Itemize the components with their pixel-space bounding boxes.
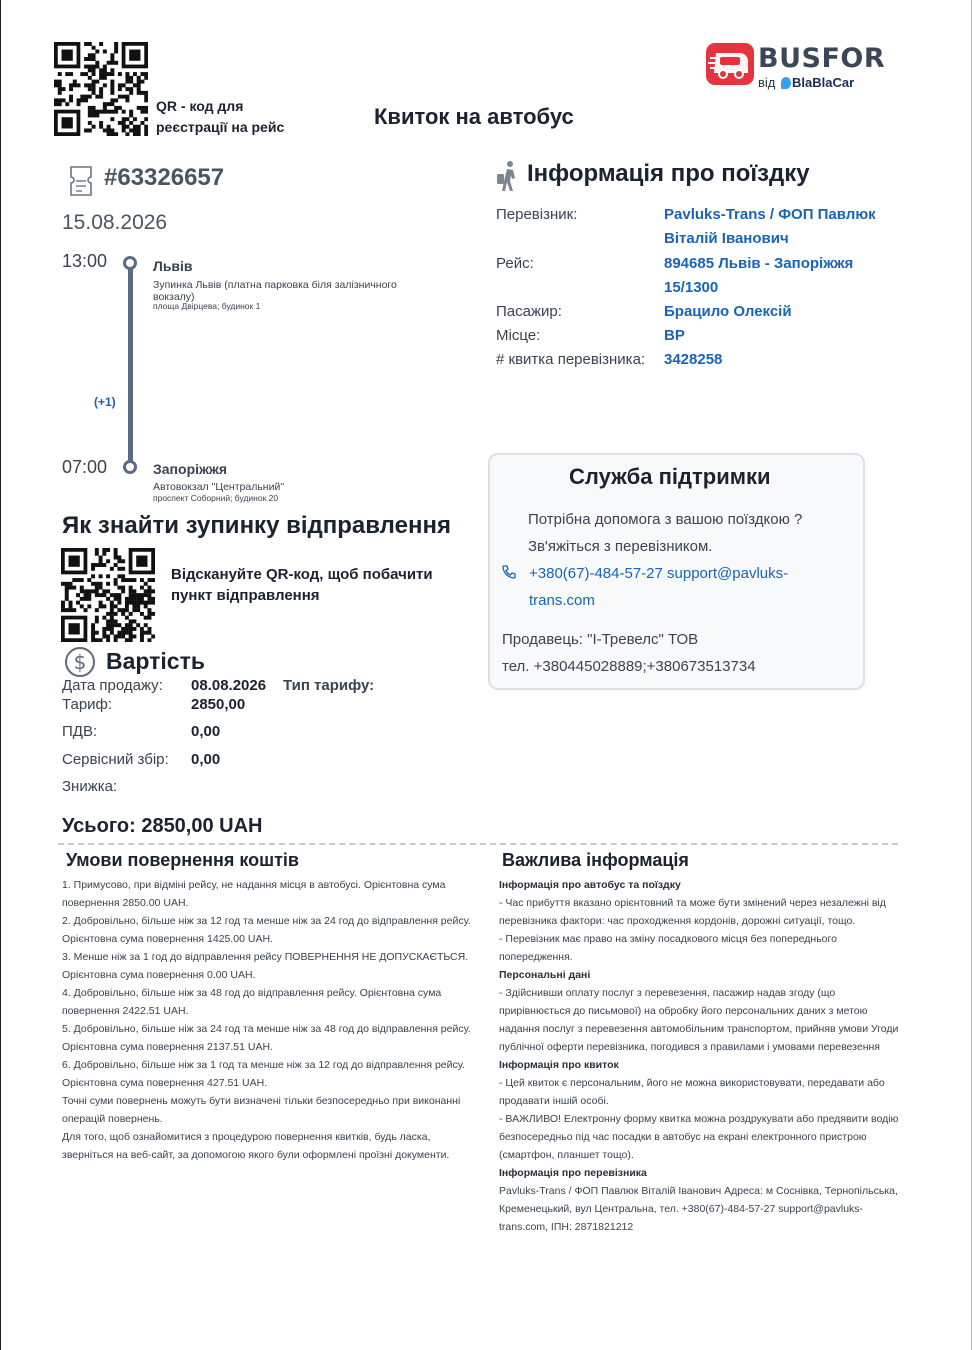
service-fee-value: 0,00 — [191, 751, 221, 768]
support-contact-link[interactable]: +380(67)-484-57-27 support@pavluks-trans.com — [529, 565, 789, 609]
tariff-type-label: Тип тарифу: — [283, 677, 375, 694]
trip-date: 15.08.2026 — [62, 211, 168, 234]
find-stop-title: Як знайти зупинку відправлення — [62, 512, 451, 539]
logo-wordmark: BUSFOR — [758, 43, 886, 74]
ticket-icon — [68, 166, 94, 196]
important-paragraph: - Здійснивши оплату послуг з перевезення, пасажир надав згоду (що прирівнюється до письмової) на обробку його персональних даних з метою надання послуг з перевезення автомобільним транспортом, прийняв умови Угоди публічної оферти перевізника, погодився з правилами і умовами перевезення — [499, 987, 899, 1053]
refund-line: 4. Добровільно, більше ніж за 48 год до відправлення рейсу. Орієнтовна сума повернення 2422.51 UAH. — [62, 987, 442, 1017]
refund-line: 5. Добровільно, більше ніж за 24 год та менше ніж за 48 год до відправлення рейсу. Орієнтовна сума повернення 2137.51 UAH. — [62, 1023, 471, 1053]
carrier-ticket-number-label: # квитка перевізника: — [496, 351, 646, 368]
service-fee-label: Сервісний збір: — [62, 751, 169, 768]
passenger-value: Брацило Олексій — [664, 303, 792, 320]
departure-city: Львів — [153, 258, 193, 274]
logo-sub-brand: BlaBlaCar — [792, 75, 855, 90]
ticket-number: #63326657 — [104, 164, 225, 191]
seat-value: ВР — [664, 327, 685, 344]
route-timeline — [128, 267, 133, 463]
logo-subtitle — [758, 75, 854, 90]
important-paragraph: - Час прибуття вказано орієнтовний та може бути змінений через незалежні від перевізника фактори: час проходження кордонів, дорожні ситуації, тощо. — [499, 897, 886, 927]
discount-label: Знижка: — [62, 778, 118, 795]
svg-text:$: $ — [73, 650, 87, 674]
arrival-stop: Автовокзал "Центральний" — [153, 481, 285, 493]
support-title: Служба підтримки — [569, 464, 771, 489]
important-heading: Інформація про квиток — [499, 1059, 619, 1071]
important-paragraph: Pavluks-Trans / ФОП Павлюк Віталій Іванович Адреса: м Соснівка, Тернопільська, Кременецький, вул Центральна, тел. +380(67)-484-57-27 support@pavluks-trans.com, ІПН: 2871821212 — [499, 1185, 898, 1233]
arrival-point — [123, 460, 137, 474]
vat-label: ПДВ: — [62, 723, 98, 740]
trip-info-title: Інформація про поїздку — [527, 160, 810, 187]
seller-phone: тел. +380445028889;+380673513734 — [502, 658, 756, 675]
important-heading: Інформація про автобус та поїздку — [499, 879, 681, 891]
days-offset: (+1) — [94, 395, 116, 409]
departure-time: 13:00 — [62, 251, 108, 271]
tariff-label: Тариф: — [62, 696, 113, 713]
arrival-time: 07:00 — [62, 457, 108, 477]
refund-line: 1. Примусово, при відміні рейсу, не надання місця в автобусі. Орієнтовна сума повернення 2850.00 UAH. — [62, 879, 446, 909]
dollar-icon — [64, 646, 96, 678]
blablacar-icon — [781, 77, 791, 89]
seller-info — [502, 626, 862, 680]
support-help-text — [528, 506, 848, 560]
bus-logo-icon — [706, 43, 754, 89]
important-paragraph: - Цей квиток є персональним, його не можна використовувати, передавати або продавати іншій особі. — [499, 1077, 885, 1107]
support-line-2: Зв'яжіться з перевізником. — [528, 538, 713, 555]
carrier-value: Pavluks-Trans / ФОП Павлюк Віталій Іванович — [664, 206, 876, 247]
vat-value: 0,00 — [191, 723, 221, 740]
seat-label: Місце: — [496, 327, 541, 344]
find-stop-instructions: Відскануйте QR-код, щоб побачити пункт відправлення — [171, 566, 433, 604]
sale-date-value: 08.08.2026 — [191, 677, 267, 694]
refund-title: Умови повернення коштів — [66, 850, 299, 870]
arrival-city: Запоріжжя — [153, 461, 228, 477]
departure-address: площа Двірцева; будинок 1 — [153, 301, 261, 311]
support-line-1: Потрібна допомога з вашою поїздкою ? — [528, 511, 803, 528]
qr-registration-label: QR - код для реєстрації на рейс — [156, 98, 285, 135]
busfor-logo — [706, 43, 886, 93]
refund-line: 3. Менше ніж за 1 год до відправлення рейсу ПОВЕРНЕННЯ НЕ ДОПУСКАЄТЬСЯ. Орієнтовна сума повернення 0.00 UAH. — [62, 951, 469, 981]
refund-line: Точні суми повернень можуть бути визначені тільки безпосередньо при виконанні операцій повернень. — [62, 1095, 461, 1125]
refund-line: 6. Добровільно, більше ніж за 1 год та менше ніж за 12 год до відправлення рейсу. Орієнтовна сума повернення 427.51 UAH. — [62, 1059, 465, 1089]
refund-conditions — [62, 876, 477, 1164]
traveler-icon — [496, 160, 520, 192]
important-paragraph: - ВАЖЛИВО! Електронну форму квитка можна роздрукувати або предявити водію безпосередньо під час посадки в автобус на екрані електронного пристрою (смартфон, планшет тощо). — [499, 1113, 899, 1161]
important-heading: Персональні дані — [499, 969, 591, 981]
section-divider — [58, 843, 898, 845]
cost-title: Вартість — [106, 648, 205, 674]
route-value: 894685 Львів - Запоріжжя 15/1300 — [664, 255, 854, 296]
carrier-ticket-number-value: 3428258 — [664, 351, 723, 368]
departure-point-qr-code — [61, 548, 155, 642]
registration-qr-code — [54, 42, 148, 136]
sale-date-label: Дата продажу: — [62, 677, 163, 694]
total-amount: Усього: 2850,00 UAH — [62, 815, 263, 837]
logo-sub-prefix: від — [758, 75, 776, 90]
arrival-address: проспект Соборний; будинок 20 — [153, 493, 279, 503]
route-label: Рейс: — [496, 255, 534, 272]
important-paragraph: - Перевізник має право на зміну посадкового місця без попереднього попередження. — [499, 933, 837, 963]
phone-icon — [502, 565, 516, 579]
important-heading: Інформація про перевізника — [499, 1167, 647, 1179]
document-title: Квиток на автобус — [374, 104, 574, 129]
departure-point — [123, 256, 137, 270]
important-info — [499, 876, 904, 1236]
tariff-value: 2850,00 — [191, 696, 246, 713]
refund-line: Для того, щоб ознайомитися з процедурою повернення квитків, будь ласка, зверніться на веб-сайт, за допомогою якого були оформлені проїзні документи. — [62, 1131, 450, 1161]
seller-name: Продавець: "І-Тревелс" ТОВ — [502, 631, 699, 648]
departure-stop: Зупинка Львів (платна парковка біля залізничного вокзалу) — [153, 279, 397, 303]
carrier-label: Перевізник: — [496, 206, 578, 223]
refund-line: 2. Добровільно, більше ніж за 12 год та менше ніж за 24 год до відправлення рейсу. Орієнтовна сума повернення 1425.00 UAH. — [62, 915, 471, 945]
important-title: Важлива інформація — [502, 850, 689, 870]
passenger-label: Пасажир: — [496, 303, 562, 320]
